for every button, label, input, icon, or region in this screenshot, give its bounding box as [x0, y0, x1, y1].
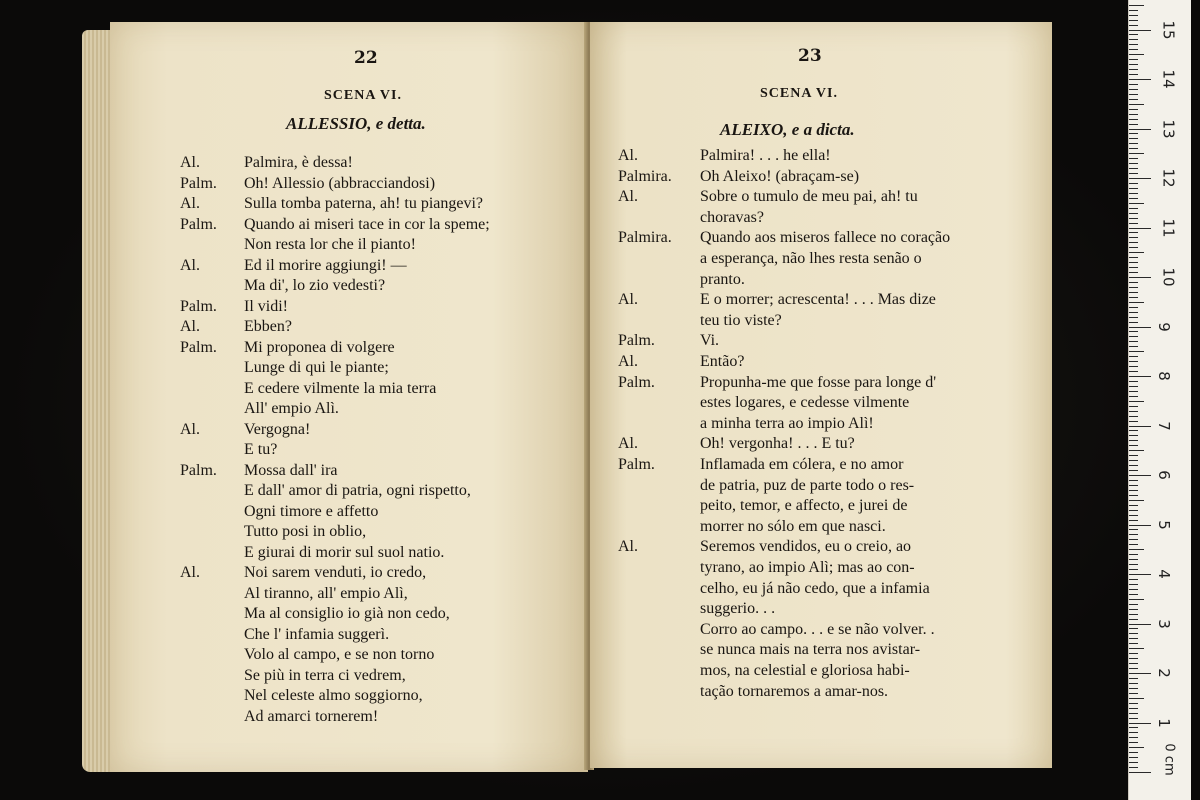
ruler-tick	[1129, 416, 1138, 417]
ruler-tick	[1129, 168, 1138, 169]
ruler-tick	[1129, 643, 1138, 644]
ruler-tick	[1129, 396, 1138, 397]
ruler-tick	[1129, 554, 1138, 555]
ruler-tick	[1129, 267, 1138, 268]
ruler-tick	[1129, 361, 1138, 362]
right-text: choravas?	[700, 208, 764, 226]
left-speaker: Palm.	[180, 174, 217, 192]
ruler-tick	[1129, 30, 1151, 31]
right-text: pranto.	[700, 270, 745, 288]
right-text: Vi.	[700, 332, 720, 350]
left-speaker: Palm.	[180, 215, 217, 233]
left-speaker: Al.	[180, 195, 200, 212]
ruler-tick	[1129, 723, 1151, 724]
right-text: a minha terra ao impio Alì!	[700, 414, 874, 432]
ruler-tick	[1129, 525, 1151, 526]
ruler-tick	[1129, 193, 1138, 194]
ruler-tick	[1129, 490, 1138, 491]
ruler-tick	[1129, 475, 1151, 476]
ruler-tick	[1129, 648, 1144, 649]
ruler-tick	[1129, 143, 1138, 144]
ruler-tick	[1129, 44, 1138, 45]
ruler-tick	[1129, 549, 1144, 550]
right-page-number: 23	[798, 46, 822, 66]
left-speaker: Al.	[180, 420, 200, 438]
ruler-tick	[1129, 109, 1138, 110]
ruler-tick	[1129, 693, 1138, 694]
ruler-tick	[1129, 539, 1138, 540]
ruler-tick	[1129, 579, 1138, 580]
ruler-tick	[1129, 327, 1151, 328]
ruler-tick	[1129, 317, 1138, 318]
ruler-tick	[1129, 307, 1138, 308]
ruler-tick	[1129, 322, 1138, 323]
right-text: a esperança, não lhes resta senão o	[700, 250, 922, 267]
ruler-tick	[1129, 346, 1138, 347]
ruler-tick	[1129, 104, 1144, 105]
ruler-tick	[1129, 638, 1138, 639]
ruler-tick	[1129, 465, 1138, 466]
ruler-tick	[1129, 495, 1138, 496]
left-text: Ebben?	[244, 318, 292, 335]
ruler-tick	[1129, 331, 1138, 332]
ruler-tick	[1129, 371, 1138, 372]
right-speaker: Al.	[618, 188, 638, 206]
ruler-tick	[1129, 59, 1138, 60]
right-text: Oh Aleixo! (abraçam-se)	[700, 167, 860, 185]
left-text: Mi proponea di volgere	[244, 338, 395, 356]
ruler-tick	[1129, 114, 1138, 115]
ruler-tick	[1129, 223, 1138, 224]
ruler-tick	[1129, 173, 1138, 174]
ruler-tick	[1129, 153, 1144, 154]
ruler-tick	[1129, 737, 1138, 738]
left-text: Palmira, è dessa!	[244, 154, 353, 171]
right-text: Seremos vendidos, eu o creio, ao	[700, 538, 912, 556]
ruler-tick	[1129, 718, 1138, 719]
right-speaker: Palmira.	[618, 229, 672, 247]
left-speaker: Palm.	[180, 461, 217, 479]
left-text: All' empio Alì.	[244, 400, 339, 417]
ruler-number: 13	[1159, 118, 1178, 139]
ruler-tick	[1129, 376, 1151, 377]
ruler-tick	[1129, 485, 1138, 486]
ruler-tick	[1129, 213, 1138, 214]
left-text: Il vidi!	[244, 297, 288, 315]
ruler-tick	[1129, 94, 1138, 95]
ruler-tick	[1129, 421, 1138, 422]
ruler-tick	[1129, 74, 1138, 75]
ruler-tick	[1129, 297, 1138, 298]
ruler-tick	[1129, 663, 1138, 664]
ruler-tick	[1129, 69, 1138, 70]
ruler-tick	[1129, 624, 1151, 625]
ruler-tick	[1129, 406, 1138, 407]
ruler-tick	[1129, 703, 1138, 704]
ruler-tick	[1129, 257, 1138, 258]
ruler-number: 7	[1154, 420, 1173, 431]
ruler-number: 12	[1159, 168, 1178, 188]
ruler-tick	[1129, 673, 1151, 674]
right-text: Palmira! . . . he ella!	[700, 147, 831, 164]
right-text: Propunha-me que fosse para longe d'	[700, 373, 937, 391]
ruler-tick	[1129, 589, 1138, 590]
right-text: suggerio. . .	[700, 600, 776, 618]
ruler-tick	[1129, 188, 1138, 189]
ruler-number: 11	[1159, 217, 1178, 238]
ruler-tick	[1129, 312, 1138, 313]
ruler-tick	[1129, 480, 1138, 481]
right-text: Sobre o tumulo de meu pai, ah! tu	[700, 188, 918, 206]
ruler-tick	[1129, 208, 1138, 209]
ruler-tick	[1129, 688, 1138, 689]
ruler-tick	[1129, 628, 1138, 629]
ruler-tick	[1129, 203, 1144, 204]
right-text: de patria, puz de parte todo o res-	[700, 476, 915, 494]
ruler-tick	[1129, 426, 1151, 427]
right-speaker: Palm.	[618, 373, 655, 391]
left-text: Ma di', lo zio vedesti?	[244, 277, 386, 294]
ruler-number: 8	[1154, 371, 1173, 381]
left-text: Ogni timore e affetto	[244, 502, 379, 520]
left-speaker: Palm.	[180, 338, 217, 356]
ruler-tick	[1129, 89, 1138, 90]
left-text: E tu?	[244, 441, 278, 458]
ruler-tick	[1129, 232, 1138, 233]
ruler-tick	[1129, 455, 1138, 456]
ruler-tick	[1129, 49, 1138, 50]
left-text: Vergogna!	[244, 420, 311, 438]
ruler-tick	[1129, 515, 1138, 516]
right-text: Inflamada em cólera, e no amor	[700, 456, 904, 473]
ruler-tick	[1129, 633, 1138, 634]
ruler-tick	[1129, 574, 1151, 575]
ruler-tick	[1129, 356, 1138, 357]
ruler-tick	[1129, 39, 1138, 40]
left-text: Nel celeste almo soggiorno,	[244, 687, 423, 704]
left-text: Lunge di qui le piante;	[244, 359, 389, 376]
right-speaker: Palm.	[618, 456, 655, 473]
ruler-tick	[1129, 747, 1144, 748]
right-text: tyrano, ao impio Alì; mas ao con-	[700, 559, 915, 576]
ruler-tick	[1129, 158, 1138, 159]
ruler-tick	[1129, 148, 1138, 149]
ruler-tick	[1129, 381, 1138, 382]
ruler-tick	[1129, 133, 1138, 134]
ruler-tick	[1129, 658, 1138, 659]
ruler-tick	[1129, 584, 1138, 585]
ruler-tick	[1129, 529, 1138, 530]
right-text: celho, eu já não cedo, que a infamia	[700, 579, 930, 597]
ruler-tick	[1129, 450, 1144, 451]
left-page	[110, 22, 588, 772]
ruler-tick	[1129, 569, 1138, 570]
ruler-tick	[1129, 505, 1138, 506]
measurement-ruler	[1128, 0, 1191, 800]
left-text: E cedere vilmente la mia terra	[244, 379, 437, 397]
ruler-tick	[1129, 237, 1138, 238]
ruler-tick	[1129, 366, 1138, 367]
ruler-tick	[1129, 614, 1138, 615]
ruler-tick	[1129, 277, 1151, 278]
left-text: Se più in terra ci vedrem,	[244, 666, 406, 684]
ruler-tick	[1129, 5, 1144, 6]
right-speaker: Al.	[618, 538, 638, 556]
right-text: se nunca mais na terra nos avistar-	[700, 641, 921, 659]
ruler-tick	[1129, 247, 1138, 248]
ruler-tick	[1129, 99, 1138, 100]
ruler-tick	[1129, 262, 1138, 263]
ruler-number: 14	[1159, 69, 1178, 89]
ruler-tick	[1129, 351, 1144, 352]
right-text: teu tio viste?	[700, 311, 782, 329]
ruler-tick	[1129, 292, 1138, 293]
right-text: Corro ao campo. . . e se não volver. .	[700, 620, 935, 638]
left-speaker: Palm.	[180, 297, 217, 315]
ruler-tick	[1129, 510, 1138, 511]
ruler-tick	[1129, 708, 1138, 709]
left-text: Ma al consiglio io già non cedo,	[244, 605, 450, 622]
left-text: Volo al campo, e se non torno	[244, 646, 435, 663]
ruler-tick	[1129, 559, 1138, 560]
ruler-number: 3	[1154, 618, 1173, 629]
ruler-tick	[1129, 713, 1138, 714]
left-text: Oh! Allessio (abbracciandosi)	[244, 174, 436, 192]
ruler-number: 10	[1159, 267, 1178, 287]
right-text: Quando aos miseros fallece no coração	[700, 229, 951, 247]
right-text: Oh! vergonha! . . . E tu?	[700, 435, 855, 453]
ruler-tick	[1129, 302, 1144, 303]
ruler-tick	[1129, 79, 1151, 80]
ruler-tick	[1129, 20, 1138, 21]
ruler-tick	[1129, 178, 1151, 179]
right-speaker: Al.	[618, 147, 638, 164]
left-text: Non resta lor che il pianto!	[244, 236, 416, 253]
right-speaker: Palm.	[618, 332, 655, 350]
ruler-tick	[1129, 25, 1138, 26]
ruler-tick	[1129, 470, 1138, 471]
ruler-tick	[1129, 668, 1138, 669]
ruler-tick	[1129, 544, 1138, 545]
left-text: Tutto posi in oblio,	[244, 523, 367, 540]
ruler-tick	[1129, 757, 1138, 758]
right-characters: ALEIXO, e a dicta.	[720, 120, 855, 139]
ruler-tick	[1129, 604, 1138, 605]
page-edges	[82, 30, 112, 772]
right-text: E o morrer; acrescenta! . . . Mas dize	[700, 291, 936, 309]
right-text: tação tornaremos a amar-nos.	[700, 682, 889, 700]
right-page	[590, 22, 1052, 768]
ruler-tick	[1129, 228, 1151, 229]
ruler-tick	[1129, 678, 1138, 679]
right-text: peito, temor, e affecto, e jurei de	[700, 497, 908, 515]
ruler-tick	[1129, 752, 1138, 753]
left-text: Al tiranno, all' empio Alì,	[244, 584, 408, 602]
right-speaker: Al.	[618, 353, 638, 370]
ruler-tick	[1129, 534, 1138, 535]
left-text: Ed il morire aggiungi! —	[244, 256, 407, 274]
right-scene-heading: SCENA VI.	[760, 86, 838, 101]
left-speaker: Al.	[180, 564, 200, 581]
ruler-number: 6	[1154, 470, 1173, 480]
ruler-tick	[1129, 252, 1144, 253]
ruler-tick	[1129, 198, 1138, 199]
ruler-tick	[1129, 762, 1138, 763]
ruler-number: 15	[1159, 19, 1178, 40]
left-text: E dall' amor di patria, ogni rispetto,	[244, 482, 471, 499]
left-speaker: Al.	[180, 256, 200, 274]
ruler-tick	[1129, 183, 1138, 184]
ruler-unit-label: 0 cm	[1161, 743, 1177, 776]
ruler-tick	[1129, 594, 1138, 595]
ruler-number: 9	[1154, 321, 1173, 332]
left-text: Ad amarci tornerem!	[244, 707, 379, 725]
ruler-number: 4	[1154, 569, 1173, 579]
ruler-tick	[1129, 500, 1144, 501]
ruler-tick	[1129, 391, 1138, 392]
ruler-tick	[1129, 242, 1138, 243]
left-speaker: Al.	[180, 154, 200, 171]
left-text: Sulla tomba paterna, ah! tu piangevi?	[244, 195, 484, 212]
ruler-tick	[1129, 272, 1138, 273]
ruler-number: 2	[1154, 668, 1173, 678]
right-speaker: Palmira.	[618, 167, 672, 185]
left-speaker: Al.	[180, 318, 200, 335]
ruler-tick	[1129, 129, 1151, 130]
ruler-tick	[1129, 430, 1138, 431]
ruler-tick	[1129, 742, 1138, 743]
left-text: Noi sarem venduti, io credo,	[244, 564, 427, 581]
ruler-tick	[1129, 698, 1144, 699]
ruler-tick	[1129, 609, 1138, 610]
ruler-tick	[1129, 282, 1138, 283]
left-scene-heading: SCENA VI.	[324, 88, 402, 103]
ruler-tick	[1129, 683, 1138, 684]
ruler-tick	[1129, 401, 1144, 402]
left-text: Quando ai miseri tace in cor la speme;	[244, 215, 490, 233]
ruler-tick	[1129, 435, 1138, 436]
ruler-tick	[1129, 386, 1138, 387]
right-text: mos, na celestial e gloriosa habi-	[700, 662, 910, 679]
ruler-number: 1	[1154, 717, 1173, 728]
ruler-tick	[1129, 440, 1138, 441]
right-text: estes logares, e cedesse vilmente	[700, 394, 910, 412]
ruler-tick	[1129, 445, 1138, 446]
ruler-tick	[1129, 619, 1138, 620]
ruler-tick	[1129, 163, 1138, 164]
ruler-tick	[1129, 15, 1138, 16]
ruler-tick	[1129, 34, 1138, 35]
right-text: Então?	[700, 353, 745, 370]
left-text: Che l' infamia suggerì.	[244, 625, 390, 643]
ruler-tick	[1129, 411, 1138, 412]
ruler-tick	[1129, 767, 1138, 768]
ruler-tick	[1129, 84, 1138, 85]
ruler-tick	[1129, 341, 1138, 342]
right-text: morrer no sólo em que nasci.	[700, 517, 886, 535]
left-page-number: 22	[354, 48, 378, 68]
ruler-tick	[1129, 460, 1138, 461]
ruler-tick	[1129, 54, 1144, 55]
right-speaker: Al.	[618, 291, 638, 309]
ruler-tick	[1129, 564, 1138, 565]
left-characters: ALLESSIO, e detta.	[286, 114, 426, 133]
right-speaker: Al.	[618, 435, 638, 453]
ruler-tick	[1129, 732, 1138, 733]
ruler-tick	[1129, 336, 1138, 337]
ruler-tick	[1129, 218, 1138, 219]
ruler-tick	[1129, 64, 1138, 65]
ruler-tick	[1129, 727, 1138, 728]
ruler-tick	[1129, 119, 1138, 120]
ruler-number: 5	[1154, 519, 1173, 530]
ruler-tick	[1129, 772, 1151, 773]
ruler-tick	[1129, 520, 1138, 521]
left-text: Mossa dall' ira	[244, 461, 338, 479]
ruler-tick	[1129, 124, 1138, 125]
ruler-tick	[1129, 287, 1138, 288]
left-text: E giurai di morir sul suol natio.	[244, 543, 445, 561]
ruler-tick	[1129, 138, 1138, 139]
ruler-tick	[1129, 10, 1138, 11]
ruler-tick	[1129, 599, 1144, 600]
ruler-tick	[1129, 653, 1138, 654]
